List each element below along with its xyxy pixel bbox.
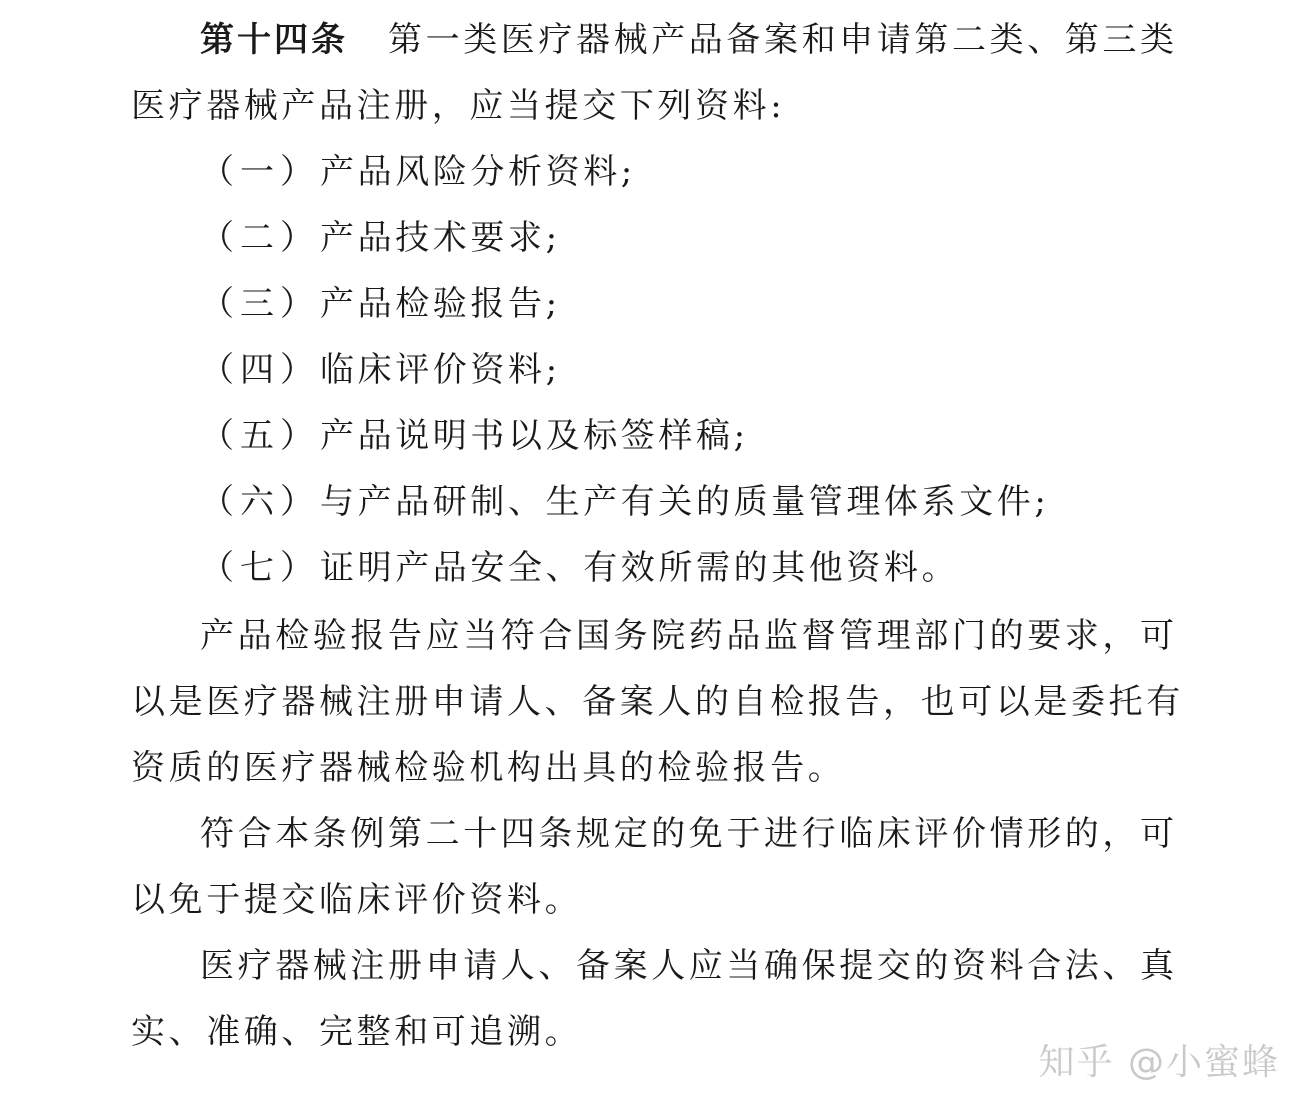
list-item-marker: （三）	[200, 284, 320, 324]
list-item	[200, 218, 561, 258]
list-item-text: 与产品研制、生产有关的质量管理体系文件;	[320, 482, 1050, 522]
report-paragraph-line1: 产品检验报告应当符合国务院药品监督管理部门的要求，可	[200, 616, 1178, 656]
article-heading-line	[200, 20, 1178, 60]
list-item-text: 产品说明书以及标签样稿;	[320, 416, 749, 456]
list-item-marker: （七）	[200, 548, 320, 588]
list-item	[200, 350, 561, 390]
list-item-marker: （五）	[200, 416, 320, 456]
responsibility-paragraph-line1: 医疗器械注册申请人、备案人应当确保提交的资料合法、真	[200, 946, 1178, 986]
watermark: 知乎 @小蜜蜂	[1038, 1042, 1280, 1083]
list-item	[200, 152, 636, 192]
list-item-text: 产品检验报告;	[320, 284, 561, 324]
report-paragraph-line2: 以是医疗器械注册申请人、备案人的自检报告，也可以是委托有	[131, 682, 1184, 722]
list-item-text: 临床评价资料;	[320, 350, 561, 390]
list-item-text: 证明产品安全、有效所需的其他资料。	[320, 548, 960, 588]
report-paragraph-line3: 资质的医疗器械检验机构出具的检验报告。	[131, 748, 846, 788]
responsibility-paragraph-line2: 实、准确、完整和可追溯。	[131, 1012, 583, 1052]
list-item-text: 产品风险分析资料;	[320, 152, 636, 192]
list-item	[200, 284, 561, 324]
article-number: 第十四条	[200, 20, 348, 60]
article-intro-line2: 医疗器械产品注册，应当提交下列资料:	[131, 86, 786, 126]
list-item	[200, 548, 959, 588]
exemption-paragraph-line2: 以免于提交临床评价资料。	[131, 880, 583, 920]
list-item-marker: （四）	[200, 350, 320, 390]
exemption-paragraph-line1: 符合本条例第二十四条规定的免于进行临床评价情形的，可	[200, 814, 1178, 854]
list-item	[200, 416, 749, 456]
list-item-text: 产品技术要求;	[320, 218, 561, 258]
list-item-marker: （二）	[200, 218, 320, 258]
list-item	[200, 482, 1049, 522]
list-item-marker: （六）	[200, 482, 320, 522]
article-intro-line1: 第一类医疗器械产品备案和申请第二类、第三类	[388, 20, 1178, 60]
list-item-marker: （一）	[200, 152, 320, 192]
